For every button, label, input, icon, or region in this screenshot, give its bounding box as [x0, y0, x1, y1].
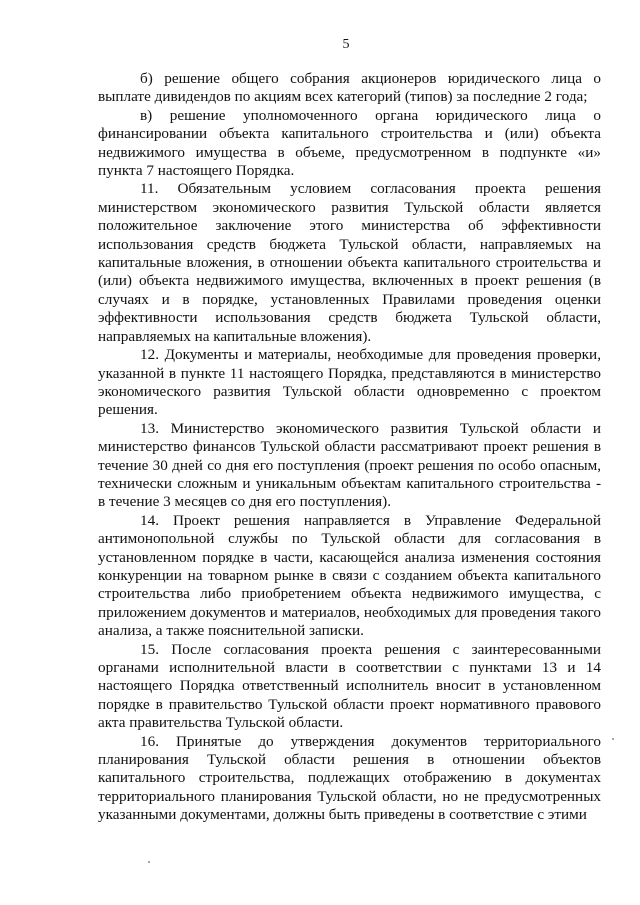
paragraph-12: 12. Документы и материалы, необходимые для проведения проверки, указанной в пункте 11 настоящего Порядка, представляются в министерство экономического развития Тульской области одновременно с проектом решения. — [98, 346, 601, 419]
scan-speck — [612, 738, 614, 740]
page-number: 5 — [342, 37, 350, 52]
paragraph-v: в) решение уполномоченного органа юридического лица о финансировании объекта капитального строительства и (или) объекта недвижимого имущества в объеме, предусмотренном в подпункте «и» пункта 7 настоящего Порядка. — [98, 106, 601, 180]
paragraph-14: 14. Проект решения направляется в Управление Федеральной антимонопольной службы по Тульской области для согласования в установленном порядке в части, касающейся анализа изменения состояния конкуренции на товарном рынке в связи с созданием объекта капитального строительства либо приобретением объекта недвижимого имущества, с приложением документов и материалов, необходимых для проведения такого анализа, а также пояснительной записки. — [98, 511, 601, 640]
paragraph-11: 11. Обязательным условием согласования проекта решения министерством экономического развития Тульской области является положительное заключение этого министерства об эффективности использования средств бюджета Тульской области, направляемых на капитальные вложения, в отношении объекта капитального строительства и (или) объекта недвижимого имущества, включенных в проект решения (в случаях и в порядке, установленных Правилами проведения оценки эффективности использования средств бюджета Тульской области, направляемых на капитальные вложения). — [98, 180, 601, 345]
paragraph-b: б) решение общего собрания акционеров юридического лица о выплате дивидендов по акциям всех категорий (типов) за последние 2 года; — [98, 70, 601, 106]
document-body — [98, 70, 601, 825]
paragraph-15: 15. После согласования проекта решения с заинтересованными органами исполнительной власти в соответствии с пунктами 13 и 14 настоящего Порядка ответственный исполнитель вносит в установленном порядке в правительство Тульской области проект нормативного правового акта правительства Тульской области. — [98, 640, 601, 732]
paragraph-16: 16. Принятые до утверждения документов территориального планирования Тульской области решения в отношении объектов капитального строительства, подлежащих отображению в документах территориального планирования Тульской области, но не предусмотренных указанными документами, должны быть приведены в соответствие с этими — [98, 732, 601, 824]
paragraph-13: 13. Министерство экономического развития Тульской области и министерство финансов Тульской области рассматривают проект решения в течение 30 дней со дня его поступления (проект решения по особо опасным, технически сложным и уникальным объектам капитального строительства - в течение 3 месяцев со дня его поступления). — [98, 419, 601, 511]
scan-speck — [148, 861, 150, 863]
